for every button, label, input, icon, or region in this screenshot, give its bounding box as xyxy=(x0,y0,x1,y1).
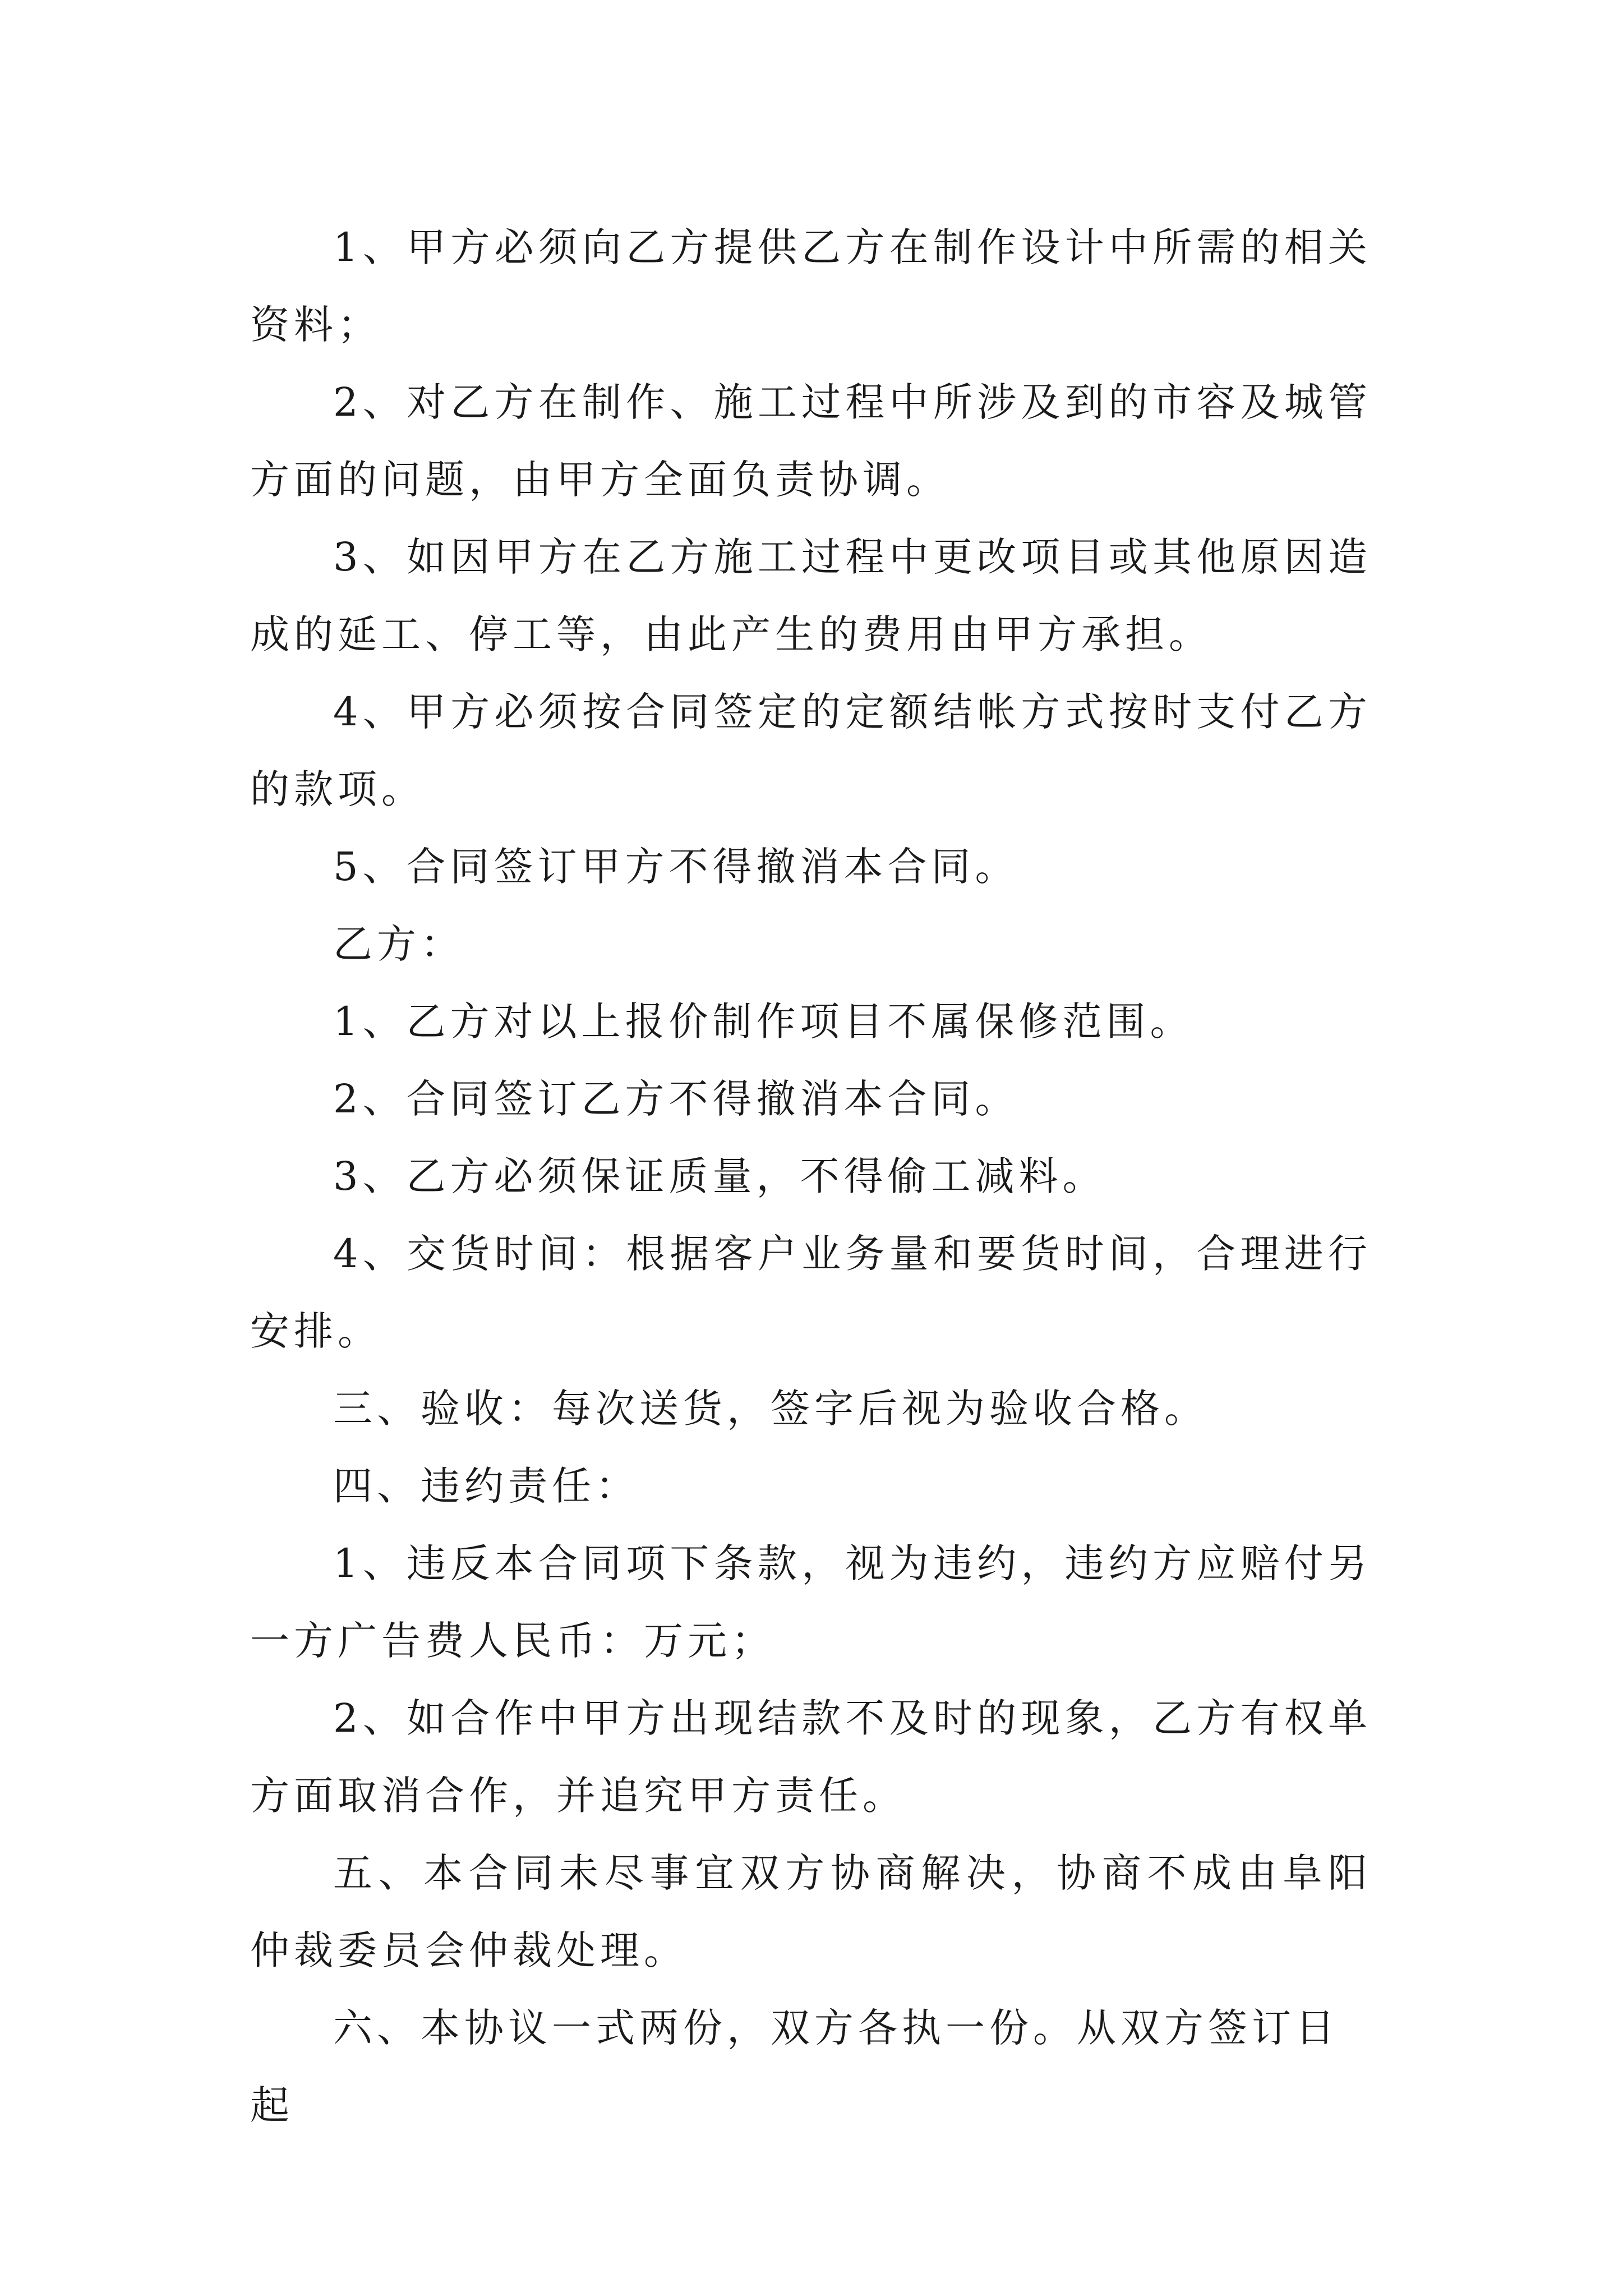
section-liability-heading: 四、违约责任： xyxy=(333,1463,639,1509)
paragraph-party-a-clause-2: 2、对乙方在制作、施工过程中所涉及到的市容及城管方面的问题，由甲方全面负责协调。 xyxy=(250,379,1372,503)
paragraph-party-a-clause-4: 4、甲方必须按合同签定的定额结帐方式按时支付乙方的款项。 xyxy=(250,689,1372,812)
document-body xyxy=(250,209,1372,2144)
paragraph-party-a-clause-5: 5、合同签订甲方不得撤消本合同。 xyxy=(333,844,1019,890)
paragraph-liability-clause-2: 2、如合作中甲方出现结款不及时的现象，乙方有权单方面取消合作，并追究甲方责任。 xyxy=(250,1695,1372,1819)
heading-party-b: 乙方： xyxy=(333,921,464,967)
paragraph-party-b-clause-2: 2、合同签订乙方不得撤消本合同。 xyxy=(333,1076,1019,1122)
section-copies: 六、本协议一式两份，双方各执一份。从双方签订日起 xyxy=(250,2005,1339,2128)
paragraph-party-b-clause-1: 1、乙方对以上报价制作项目不属保修范围。 xyxy=(333,999,1194,1045)
section-dispute-resolution: 五、本合同未尽事宜双方协商解决，协商不成由阜阳仲裁委员会仲裁处理。 xyxy=(250,1850,1372,1973)
paragraph-party-b-clause-3: 3、乙方必须保证质量，不得偷工减料。 xyxy=(333,1153,1106,1199)
paragraph-liability-clause-1: 1、违反本合同项下条款，视为违约，违约方应赔付另一方广告费人民币：万元； xyxy=(250,1540,1372,1664)
paragraph-party-b-clause-4: 4、交货时间：根据客户业务量和要货时间，合理进行安排。 xyxy=(250,1231,1372,1354)
paragraph-party-a-clause-1: 1、甲方必须向乙方提供乙方在制作设计中所需的相关资料； xyxy=(250,224,1372,348)
paragraph-party-a-clause-3: 3、如因甲方在乙方施工过程中更改项目或其他原因造成的延工、停工等，由此产生的费用由甲方承担。 xyxy=(250,534,1372,657)
section-acceptance: 三、验收：每次送货，签字后视为验收合格。 xyxy=(333,1386,1208,1432)
